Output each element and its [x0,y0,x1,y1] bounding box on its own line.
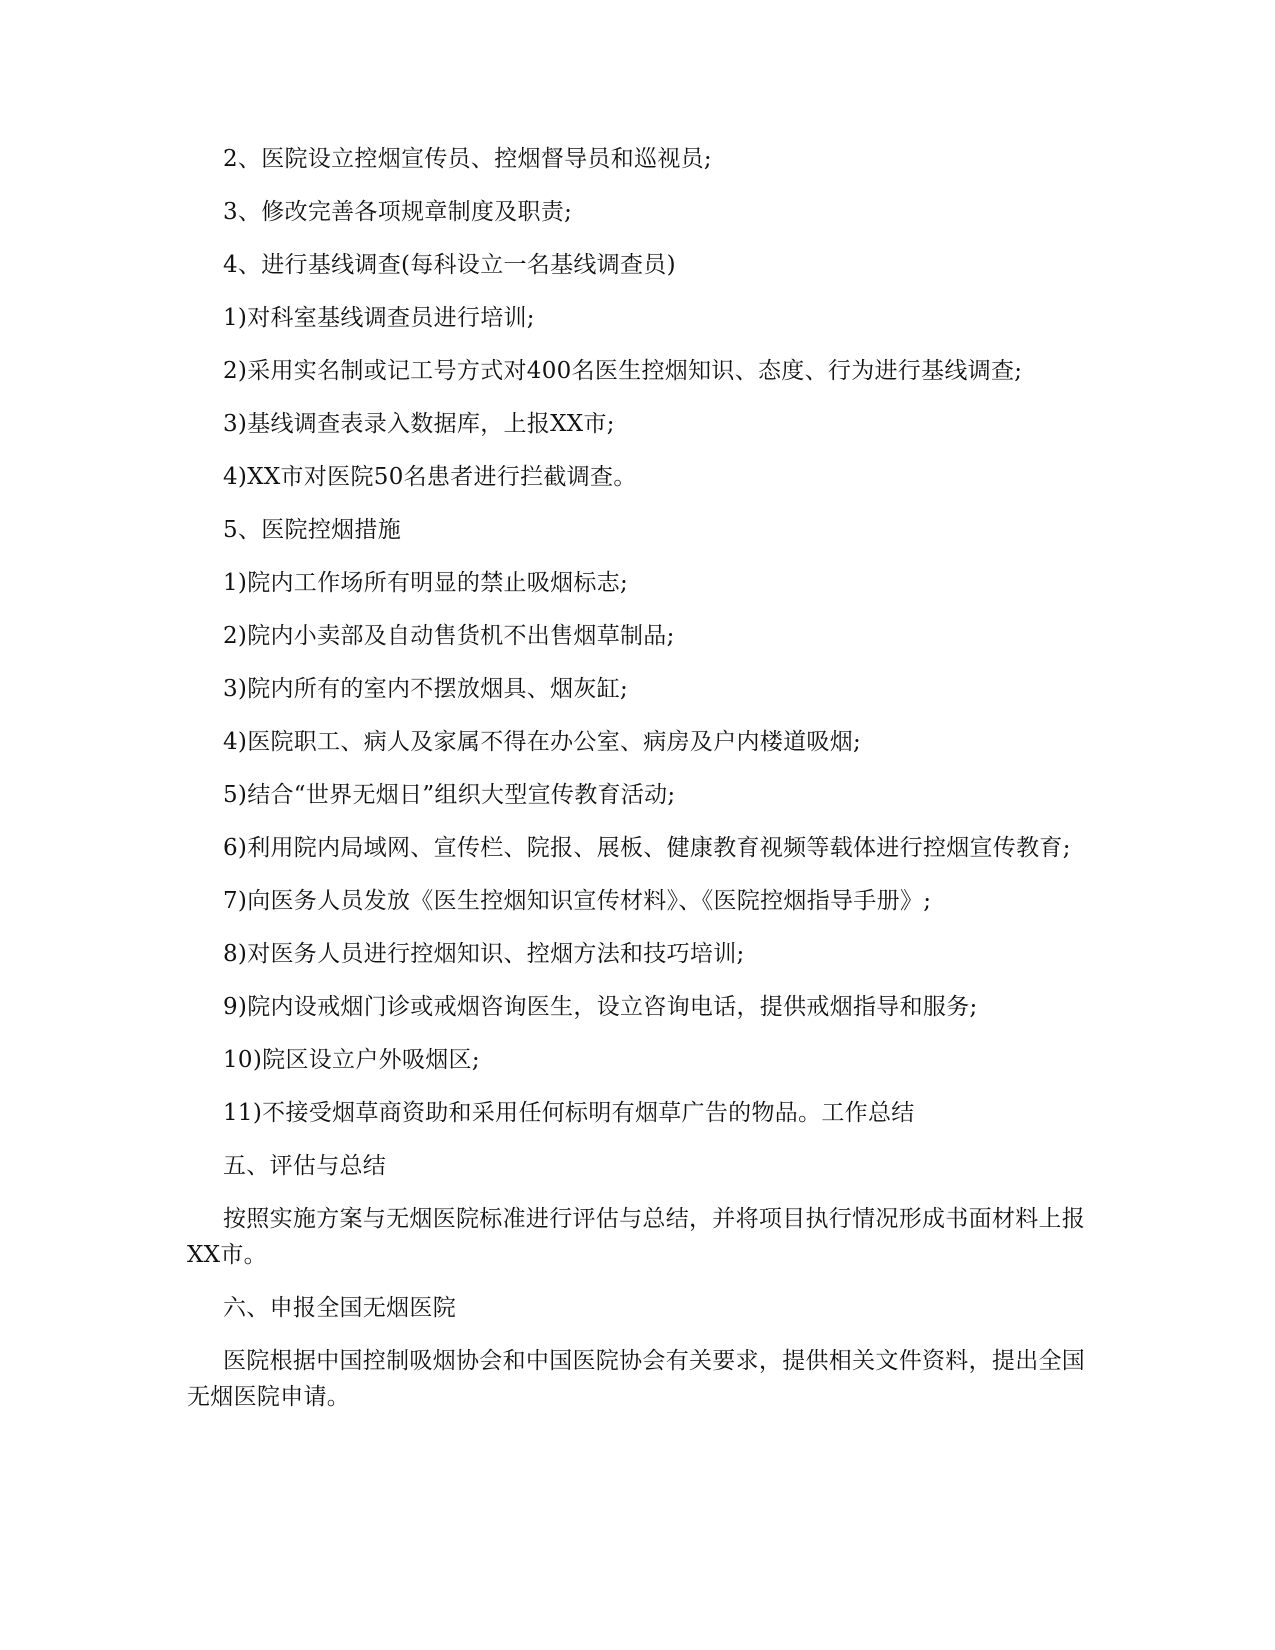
document-body [187,141,1087,1432]
list-item: 3)基线调查表录入数据库，上报XX市; [223,411,615,437]
paragraph-5-measures: 5、医院控烟措施 [223,517,402,543]
section-heading-evaluation: 五、评估与总结 [223,1153,387,1179]
list-item: 1)对科室基线调查员进行培训; [223,305,535,331]
list-item: 5)结合“世界无烟日”组织大型宣传教育活动; [223,782,676,808]
list-item: 2)采用实名制或记工号方式对400名医生控烟知识、态度、行为进行基线调查; [223,358,1023,384]
paragraph-2-staff: 2、医院设立控烟宣传员、控烟督导员和巡视员; [223,146,712,172]
list-item: 4)XX市对医院50名患者进行拦截调查。 [223,464,637,490]
list-item: 9)院内设戒烟门诊或戒烟咨询医生，设立咨询电话，提供戒烟指导和服务; [223,994,978,1020]
list-item: 2)院内小卖部及自动售货机不出售烟草制品; [223,623,675,649]
list-item: 11)不接受烟草商资助和采用任何标明有烟草广告的物品。工作总结 [223,1100,915,1126]
list-item: 6)利用院内局域网、宣传栏、院报、展板、健康教育视频等载体进行控烟宣传教育; [223,835,1071,861]
list-item: 10)院区设立户外吸烟区; [223,1047,480,1073]
list-item: 4)医院职工、病人及家属不得在办公室、病房及户内楼道吸烟; [223,729,862,755]
paragraph-evaluation-body: 按照实施方案与无烟医院标准进行评估与总结，并将项目执行情况形成书面材料上报XX市。 [187,1206,1086,1268]
list-item: 1)院内工作场所有明显的禁止吸烟标志; [223,570,629,596]
paragraph-3-rules: 3、修改完善各项规章制度及职责; [223,199,573,225]
list-item: 8)对医务人员进行控烟知识、控烟方法和技巧培训; [223,941,745,967]
paragraph-4-baseline-survey: 4、进行基线调查(每科设立一名基线调查员) [223,252,676,278]
paragraph-application-body: 医院根据中国控制吸烟协会和中国医院协会有关要求，提供相关文件资料，提出全国无烟医院申请。 [187,1348,1086,1410]
list-item: 3)院内所有的室内不摆放烟具、烟灰缸; [223,676,629,702]
list-item: 7)向医务人员发放《医生控烟知识宣传材料》、《医院控烟指导手册》; [223,888,932,914]
section-heading-application: 六、申报全国无烟医院 [223,1295,456,1321]
